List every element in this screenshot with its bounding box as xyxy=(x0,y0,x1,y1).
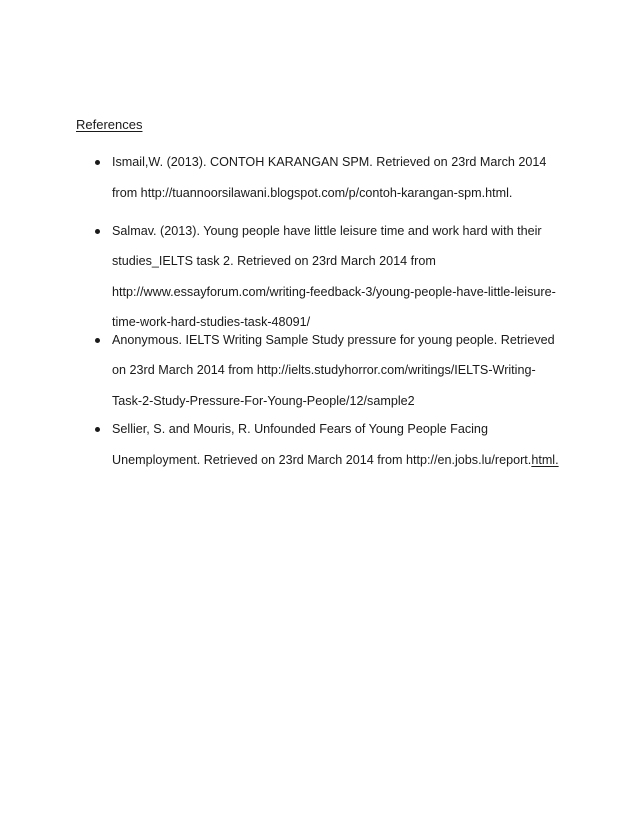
reference-line: Sellier, S. and Mouris, R. Unfounded Fears of Young People Facing xyxy=(112,422,488,436)
bullet-icon xyxy=(92,222,102,240)
bullet-icon xyxy=(92,331,102,349)
reference-line: Ismail,W. (2013). CONTOH KARANGAN SPM. Retrieved on 23rd March 2014 xyxy=(112,155,547,169)
reference-line: on 23rd March 2014 from http://ielts.studyhorror.com/writings/IELTS-Writing- xyxy=(112,363,536,377)
reference-line-last xyxy=(112,451,559,469)
reference-line: http://www.essayforum.com/writing-feedback-3/young-people-have-little-leisure- xyxy=(112,285,556,299)
references-heading: References xyxy=(76,117,143,132)
reference-text: Unemployment. Retrieved on 23rd March 2014 from http://en.jobs.lu/report. xyxy=(112,453,532,467)
reference-line: time-work-hard-studies-task-48091/ xyxy=(112,315,311,329)
reference-line: Anonymous. IELTS Writing Sample Study pressure for young people. Retrieved xyxy=(112,333,555,347)
reference-line: Task-2-Study-Pressure-For-Young-People/12/sample2 xyxy=(112,394,415,408)
reference-link-fragment: html. xyxy=(531,453,559,467)
reference-line: studies_IELTS task 2. Retrieved on 23rd March 2014 from xyxy=(112,254,436,268)
reference-line: Salmav. (2013). Young people have little leisure time and work hard with their xyxy=(112,224,542,238)
reference-line: from http://tuannoorsilawani.blogspot.com/p/contoh-karangan-spm.html. xyxy=(112,186,513,200)
bullet-icon xyxy=(92,420,102,438)
bullet-icon xyxy=(92,153,102,171)
